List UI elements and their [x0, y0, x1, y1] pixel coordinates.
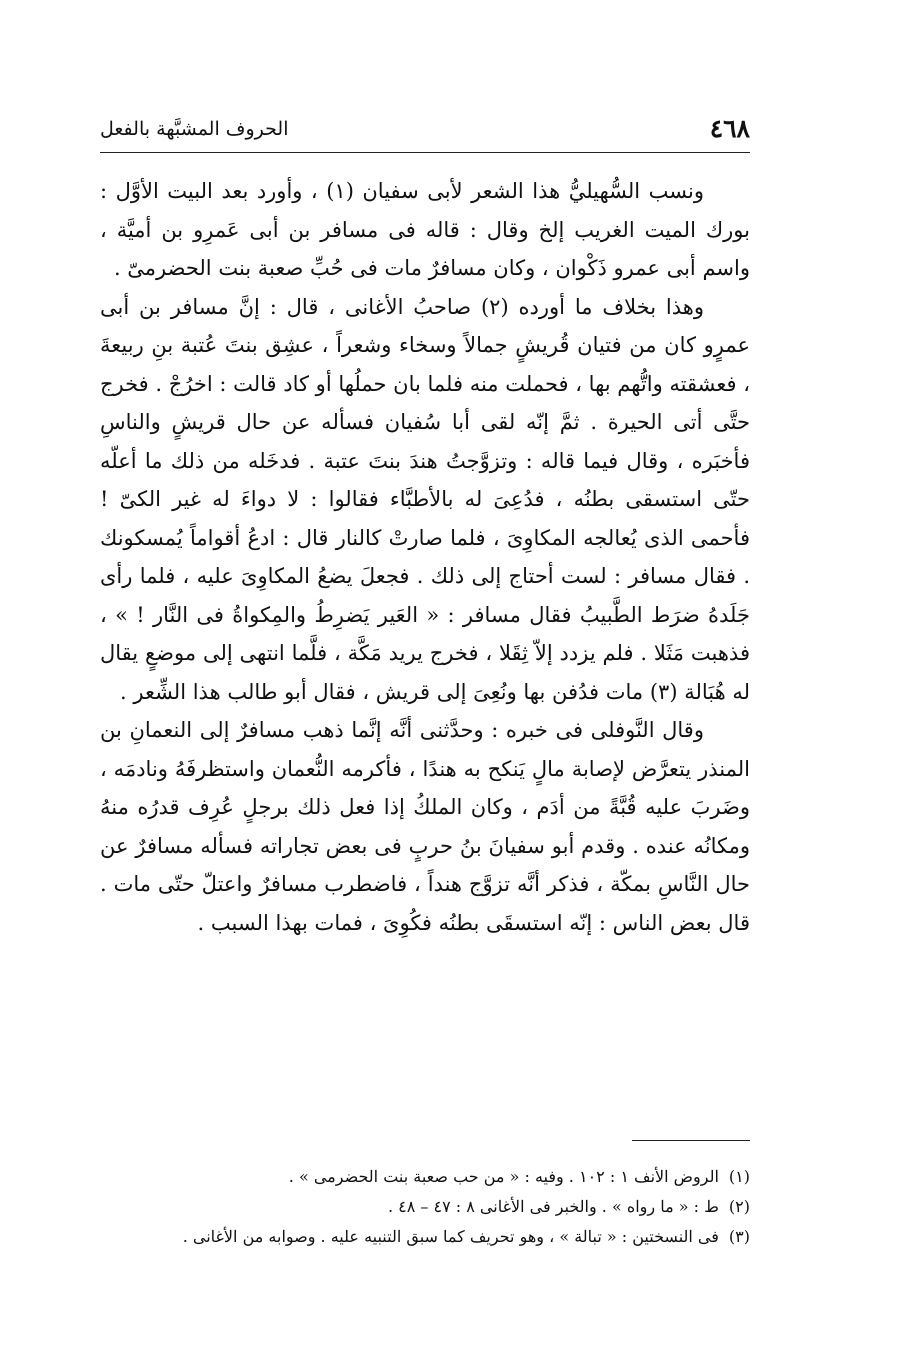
footnote-text: الروض الأنف ١ : ١٠٢ . وفيه : « من حب صعبة بنت الحضرمى » .	[288, 1167, 719, 1186]
footnote-number: (٣)	[728, 1227, 750, 1246]
footnote-3	[100, 1222, 750, 1252]
footnote-1	[100, 1162, 750, 1192]
footnote-text: فى النسختين : « تبالة » ، وهو تحريف كما سبق التنبيه عليه . وصوابه من الأغانى .	[182, 1227, 719, 1246]
paragraph-3: وقال النَّوفلى فى خبره : وحدَّثنى أنَّه إنَّما ذهب مسافرٌ إلى النعمانِ بن المنذر يتعرَّض لإصابة مالٍ يَنكح به هندًا ، فأكرمه النُّعمان واستظرفَهُ ونادمَه ، وضَربَ عليه قُبَّةً من أدَم ، وكان الملكُ إذا فعل ذلك برجلٍ عُرِف قدرُه منهُ ومكانُه عنده . وقدم أبو سفيانَ بنُ حربٍ فى بعض تجاراته فسأله مسافرٌ عن حال النَّاسِ بمكّة ، فذكر أنَّه تزوَّج هنداً ، فاضطرب مسافرٌ واعتلّ حتّى مات . قال بعض الناس : إنّه استسقَى بطنُه فكُوِىَ ، فمات بهذا السبب .	[100, 718, 750, 935]
book-page	[100, 0, 750, 1354]
footnotes	[100, 1162, 750, 1252]
paragraph-1: ونسب السُّهيليُّ هذا الشعر لأبى سفيان (١) ، وأورد بعد البيت الأوَّل : بورك الميت الغريب إلخ وقال : قاله فى مسافر بن أبى عَمرِو بن أميَّة ، واسم أبى عمرو ذَكْوان ، وكان مسافرٌ مات فى حُبِّ صعبة بنت الحضرمىّ .	[100, 179, 750, 280]
footnote-number: (٢)	[728, 1197, 750, 1216]
running-title: الحروف المشبَّهة بالفعل	[100, 118, 289, 140]
footnote-text: ط : « ما رواه » . والخبر فى الأغانى ٨ : ٤٧ – ٤٨ .	[387, 1197, 719, 1216]
page-number: ٤٦٨	[709, 114, 750, 143]
body-text	[100, 172, 750, 942]
page-header	[100, 112, 750, 153]
footnote-divider	[632, 1140, 750, 1141]
footnote-number: (١)	[728, 1167, 750, 1186]
footnote-2	[100, 1192, 750, 1222]
paragraph-2: وهذا بخلاف ما أورده (٢) صاحبُ الأغانى ، قال : إنَّ مسافر بن أبى عمرٍو كان من فتيان قُريشٍ جمالاً وسخاء وشعراً ، عشِق بنتَ عُتبة بنِ ربيعةَ ، فعشقته واتُّهم بها ، فحملت منه فلما بان حملُها أو كاد قالت : اخرُجْ . فخرج حتَّى أتى الحيرة . ثمَّ إنّه لقى أبا سُفيان فسأله عن حال قريشٍ والناسِ فأخبَره ، وقال فيما قاله : وتزوَّجتُ هندَ بنتَ عتبة . فدخَله من ذلك ما أعلّه حتّى استسقى بطنُه ، فدُعِىَ له بالأطبَّاء فقالوا : لا دواءَ له غير الكىّ ! فأحمى الذى يُعالجه المكاوِىَ ، فلما صارتْ كالنار قال : ادعُ أقواماً يُمسكونك . فقال مسافر : لست أحتاج إلى ذلك . فجعلَ يضعُ المكاوِىَ عليه ، فلما رأى جَلَدهُ ضرَط الطَّبيبُ فقال مسافر : « العَير يَضرِطُ والمِكواةُ فى النَّار ! » ، فذهبت مَثَلا . فلم يزدد إلاّ ثِقَلا ، فخرج يريد مَكَّة ، فلَّما انتهى إلى موضعٍ يقال له هُبَالة (٣) مات فدُفن بها ونُعِىَ إلى قريش ، فقال أبو طالب هذا الشِّعر .	[99, 294, 750, 704]
